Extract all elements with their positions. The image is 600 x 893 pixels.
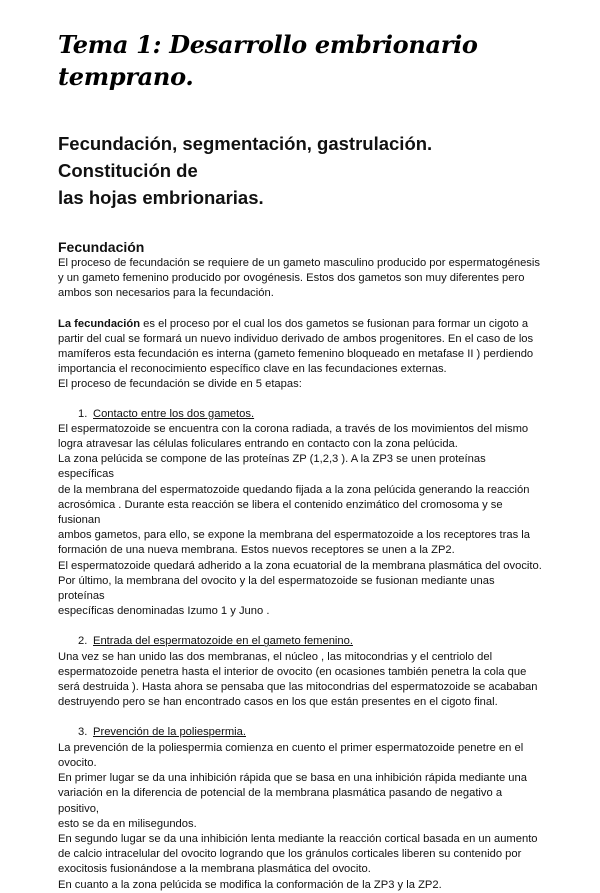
text-line: En segundo lugar se da una inhibición lenta mediante la reacción cortical basada en un aumento [58,832,538,845]
text-line: mamíferos esta fecundación es interna (gameto femenino bloqueado en metafase II ) perdiendo [58,348,534,361]
intro-paragraph [58,256,544,302]
text-line: esto se da en milisegundos. [58,817,197,830]
definition-term: La fecundación [58,317,141,330]
text-line: exocitosis fusionándose a la membrana plasmática del ovocito. [58,863,371,876]
subtitle-line: Fecundación, segmentación, gastrulación. Constitución de [58,133,433,181]
text-line: de calcio intracelular del ovocito logrando que los gránulos corticales liberen su contenido por [58,848,522,861]
text-line: variación en la diferencia de potencial de la membrana plasmática pasando de negativo a positivo, [58,787,503,815]
definition-text: es el proceso por el cual los dos gametos se fusionan para formar un cigoto a [140,317,529,330]
text-line: formación de una nueva membrana. Estos nuevos receptores se unen a la ZP2. [58,544,455,557]
step-label: Entrada del espermatozoide en el gameto femenino. [93,635,353,648]
step-heading [58,407,544,422]
definition-paragraph [58,317,544,393]
step-label: Contacto entre los dos gametos. [93,407,255,420]
text-line [58,317,544,332]
step-number: 3. [78,726,88,739]
subtitle-line: las hojas embrionarias. [58,187,264,208]
text-line: de la membrana del espermatozoide quedando fijada a la zona pelúcida generando la reacción [58,483,530,496]
text-line: partir del cual se formará un nuevo individuo derivado de ambos progenitores. En el caso de los [58,332,534,345]
text-line: En cuanto a la zona pelúcida se modifica la conformación de la ZP3 y la ZP2. [58,878,442,891]
text-line: El proceso de fecundación se divide en 5 etapas: [58,378,302,391]
text-line: El espermatozoide se encuentra con la corona radiada, a través de los movimientos del mismo [58,422,529,435]
document-subtitle [58,130,544,211]
text-line: Una vez se han unido las dos membranas, el núcleo , las mitocondrias y el centriolo del [58,650,493,663]
text-line: El proceso de fecundación se requiere de un gameto masculino producido por espermatogénesis [58,257,540,269]
text-line: logra atravesar las células foliculares entrando en contacto con la zona pelúcida. [58,438,458,451]
step-heading [58,634,544,649]
step-heading [58,725,544,740]
text-line: destruyendo pero se han encontrado casos en los que están presentes en el cigoto final. [58,696,498,709]
text-line: y un gameto femenino producido por ovogénesis. Estos dos gametos son muy diferentes pero [58,272,525,285]
text-line: ambos gametos, para ello, se expone la membrana del espermatozoide a los receptores tras la [58,529,530,542]
text-line: Por último, la membrana del ovocito y la del espermatozoide se fusionan mediante unas proteínas [58,574,495,603]
text-line: importancia el reconocimiento específico clave en las fecundaciones externas. [58,363,447,376]
step-2 [58,634,544,710]
step-number: 1. [78,407,88,420]
text-line: espermatozoide penetra hasta el interior de ovocito (en ocasiones también penetra la cola que [58,665,527,678]
text-line: La zona pelúcida se compone de las proteínas ZP (1,2,3 ). A la ZP3 se unen proteínas específicas [58,453,486,481]
step-3 [58,725,544,892]
step-number: 2. [78,635,88,648]
text-line: será destruida ). Hasta ahora se pensaba que las mitocondrias del espermatozoide se acababan [58,681,538,694]
step-1 [58,407,544,620]
text-line: El espermatozoide quedará adherido a la zona ecuatorial de la membrana plasmática del ovocito. [58,559,542,572]
text-line: ovocito. [58,756,97,769]
section-heading: Fecundación [58,239,145,255]
text-line: acrosómica . Durante esta reacción se libera el contenido enzimático del cromosoma y se fusionan [58,498,503,527]
text-line: En primer lugar se da una inhibición rápida que se basa en una inhibición rápida mediante una [58,772,527,785]
text-line: específicas denominadas Izumo 1 y Juno . [58,605,270,618]
document-title: Tema 1: Desarrollo embrionario temprano. [58,30,478,91]
step-label: Prevención de la poliespermia. [93,726,246,739]
text-line: ambos son necesarios para la fecundación. [58,287,274,300]
text-line: La prevención de la poliespermia comienza en cuento el primer espermatozoide penetre en el [58,741,524,754]
